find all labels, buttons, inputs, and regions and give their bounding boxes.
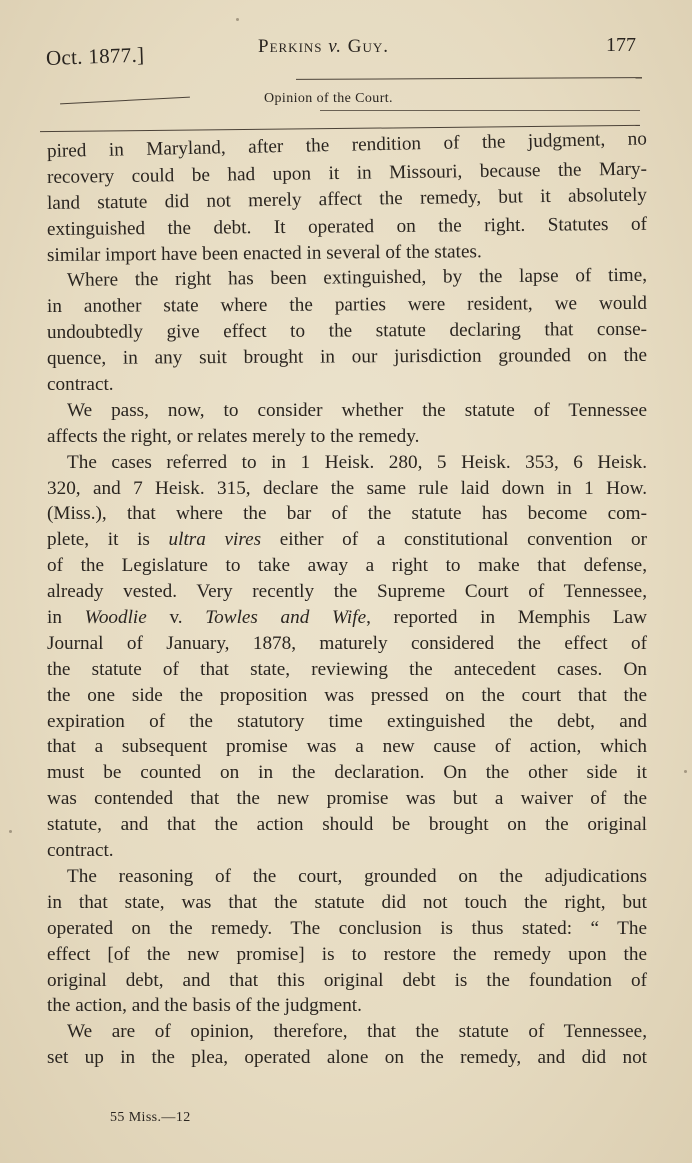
text-line: in that state, was that the statute did not touch the right, but	[47, 891, 647, 913]
text-line: operated on the remedy. The conclusion is thus stated: “ The	[47, 917, 647, 939]
case-versus: v.	[328, 36, 343, 57]
text-line: the statute of that state, reviewing the antecedent cases. On	[47, 658, 647, 680]
text-line: of the Legislature to take away a right to make that defense,	[47, 555, 647, 577]
text-line: that a subsequent promise was a new cause of action, which	[47, 736, 647, 758]
running-head	[0, 0, 692, 80]
text-line: Where the right has been extinguished, by the lapse of time,	[66, 265, 648, 292]
text-line: contract.	[47, 374, 114, 396]
text-line: original debt, and that this original debt is the foundation of	[47, 969, 647, 991]
rule-line	[320, 110, 640, 111]
text-line: the action, and the basis of the judgment.	[47, 995, 362, 1017]
paper-speck	[236, 18, 239, 21]
text-line: pired in Maryland, after the rendition of the judgment, no	[46, 128, 648, 162]
text-line: already vested. Very recently the Supreme Court of Tennessee,	[47, 581, 647, 603]
text-line: The reasoning of the court, grounded on the adjudications	[67, 865, 647, 887]
text-line: similar import have been enacted in several of the states.	[46, 240, 482, 266]
case-party-left: Perkins	[258, 36, 323, 57]
text-line: extinguished the debt. It operated on the right. Statutes of	[46, 213, 648, 240]
text-line: The cases referred to in 1 Heisk. 280, 5 Heisk. 353, 6 Heisk.	[67, 451, 647, 473]
text-line: effect [of the new promise] is to restore the remedy upon the	[47, 943, 647, 965]
text-line: Journal of January, 1878, maturely considered the effect of	[47, 632, 647, 654]
text-line: We pass, now, to consider whether the statute of Tennessee	[67, 399, 647, 421]
text-line: statute, and that the action should be brought on the original	[47, 814, 647, 836]
text-line: expiration of the statutory time extinguished the debt, and	[47, 710, 647, 732]
text-line: was contended that the new promise was but a waiver of the	[47, 788, 647, 810]
page-number: 177	[606, 34, 636, 56]
text-line: contract.	[47, 840, 114, 862]
text-line: affects the right, or relates merely to the remedy.	[47, 425, 420, 447]
body-text	[46, 128, 648, 1071]
text-line: We are of opinion, therefore, that the statute of Tennessee,	[67, 1021, 647, 1043]
text-line: (Miss.), that where the bar of the statute has become com-	[47, 503, 647, 525]
text-line: recovery could be had upon it in Missouri, because the Mary-	[46, 158, 648, 188]
text-line: in another state where the parties were resident, we would	[46, 293, 648, 318]
text-line: quence, in any suit brought in our jurisdiction grounded on the	[46, 344, 648, 370]
paper-speck	[9, 830, 12, 833]
signature-mark: 55 Miss.—12	[110, 1110, 191, 1125]
text-line: set up in the plea, operated alone on the remedy, and did not	[47, 1047, 647, 1069]
text-line: the one side the proposition was pressed on the court that the	[47, 684, 647, 706]
text-line: plete, it is ultra vires either of a constitutional convention or	[47, 529, 647, 551]
text-line: 320, and 7 Heisk. 315, declare the same rule laid down in 1 How.	[47, 477, 647, 499]
rule-line	[60, 97, 190, 105]
running-head-date: Oct. 1877.]	[45, 42, 145, 70]
running-head-case-title	[258, 36, 389, 58]
text-line: must be counted on in the declaration. On the other side it	[47, 762, 647, 784]
section-heading: Opinion of the Court.	[264, 91, 393, 106]
paper-speck	[684, 770, 687, 773]
text-line: land statute did not merely affect the remedy, but it absolutely	[46, 184, 648, 214]
text-line: in Woodlie v. Towles and Wife, reported in Memphis Law	[47, 607, 647, 629]
case-party-right: Guy.	[347, 36, 390, 57]
text-line: undoubtedly give effect to the statute declaring that conse-	[46, 319, 648, 344]
